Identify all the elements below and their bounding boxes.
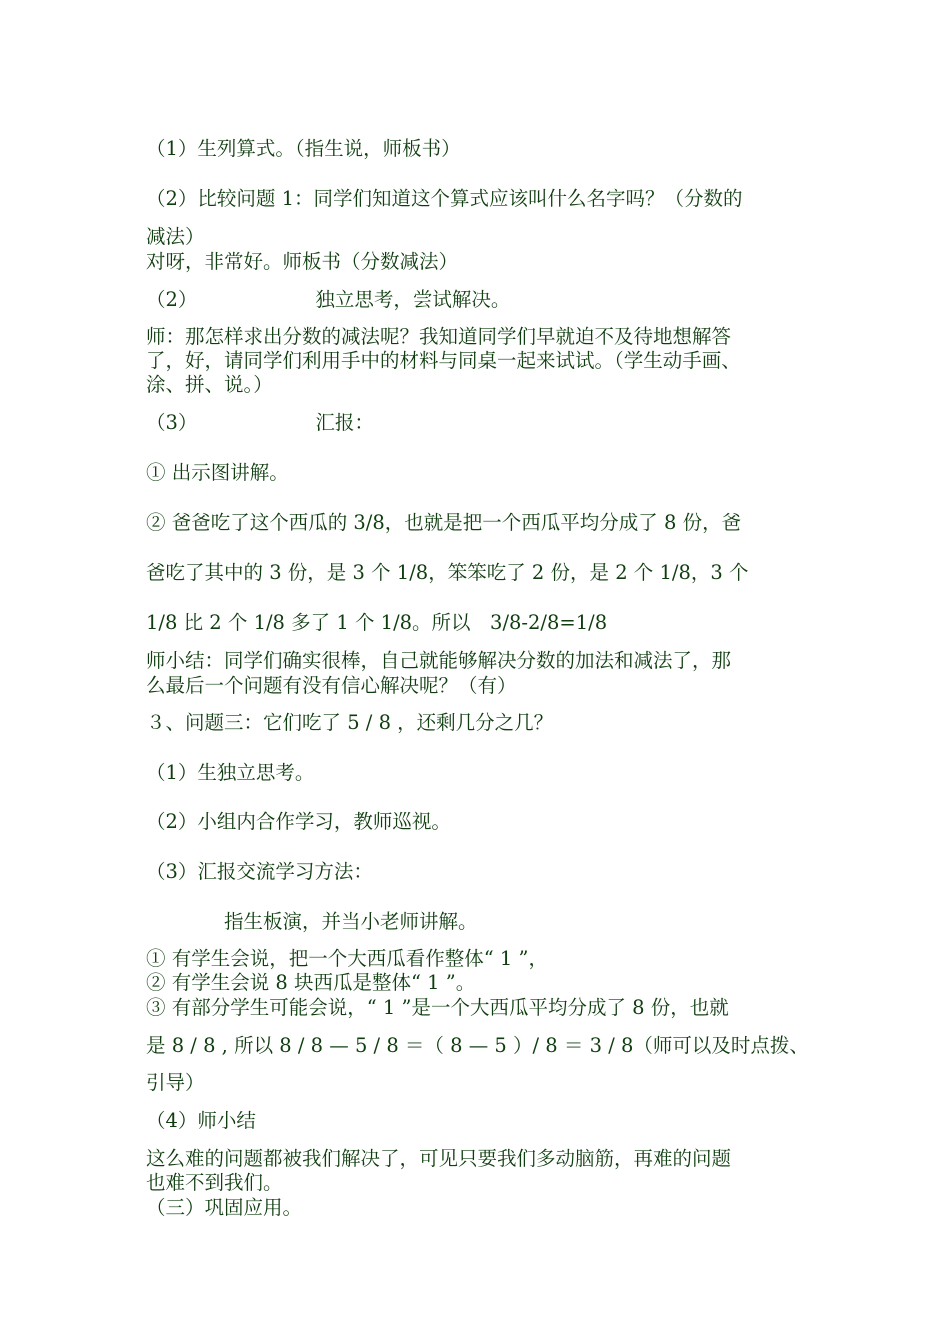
text-line xyxy=(146,287,816,313)
text-line: 也难不到我们。 xyxy=(146,1171,283,1194)
text-line: 1/8 比 2 个 1/8 多了 1 个 1/8。所以 3/8-2/8=1/8 xyxy=(146,611,608,634)
text-line: （3）汇报交流学习方法： xyxy=(146,860,373,883)
text-line: ② 有学生会说 8 块西瓜是整体“ 1 ”。 xyxy=(146,971,476,994)
text-line: 引导） xyxy=(146,1071,205,1094)
text-line: ② 爸爸吃了这个西瓜的 3/8，也就是把一个西瓜平均分成了 8 份，爸 xyxy=(146,511,742,534)
step-text: 独立思考，尝试解决。 xyxy=(315,288,511,311)
text-line: 是 8 / 8 , 所以 8 / 8 — 5 / 8 ＝（ 8 — 5 ）/ 8 ＝ 3 / 8（师可以及时点拨、 xyxy=(146,1034,809,1057)
text-line xyxy=(146,410,816,436)
text-line: 么最后一个问题有没有信心解决呢？（有） xyxy=(146,674,517,697)
text-line: （三）巩固应用。 xyxy=(146,1196,303,1219)
text-line: 减法） xyxy=(146,225,205,248)
text-line: 爸吃了其中的 3 份，是 3 个 1/8，笨笨吃了 2 份，是 2 个 1/8，3 个 xyxy=(146,561,749,584)
text-line: 涂、拼、说。） xyxy=(146,373,273,396)
text-line: ① 有学生会说，把一个大西瓜看作整体“ 1 ”， xyxy=(146,947,548,970)
step-text: 汇报： xyxy=(315,411,374,434)
text-line: （2）小组内合作学习，教师巡视。 xyxy=(146,810,451,833)
text-line: ③ 有部分学生可能会说，“ 1 ”是一个大西瓜平均分成了 8 份，也就 xyxy=(146,996,729,1019)
text-line: 对呀，非常好。师板书（分数减法） xyxy=(146,250,459,273)
text-line: 了，好，请同学们利用手中的材料与同桌一起来试试。（学生动手画、 xyxy=(146,349,741,372)
text-line: （1）生列算式。（指生说，师板书） xyxy=(146,137,461,160)
text-line: 这么难的问题都被我们解决了，可见只要我们多动脑筋，再难的问题 xyxy=(146,1147,732,1170)
list-marker: （3） xyxy=(146,411,198,434)
text-line: 指生板演，并当小老师讲解。 xyxy=(224,910,478,933)
text-line: （2）比较问题 1：同学们知道这个算式应该叫什么名字吗？（分数的 xyxy=(146,187,743,210)
text-line: （4）师小结 xyxy=(146,1109,256,1132)
list-marker: （2） xyxy=(146,288,198,311)
text-line: 师小结：同学们确实很棒，自己就能够解决分数的加法和减法了，那 xyxy=(146,649,732,672)
text-line: 师：那怎样求出分数的减法呢？我知道同学们早就迫不及待地想解答 xyxy=(146,325,732,348)
text-line: ３、问题三：它们吃了 5 / 8 ，还剩几分之几？ xyxy=(146,711,554,734)
text-line: （1）生独立思考。 xyxy=(146,761,315,784)
text-line: ① 出示图讲解。 xyxy=(146,461,289,484)
